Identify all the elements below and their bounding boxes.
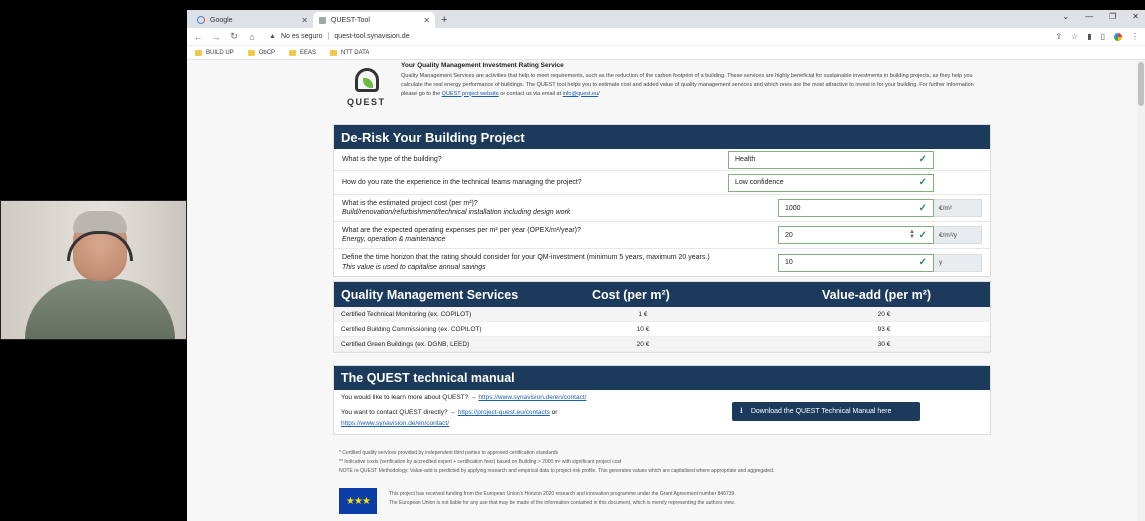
close-icon[interactable]: ✕ — [423, 15, 430, 25]
tab-label: QUEST-Tool — [331, 16, 370, 24]
manual-section — [333, 365, 991, 435]
extension-icon[interactable] — [1114, 33, 1122, 41]
bookmark-ntt-data[interactable] — [330, 50, 369, 56]
extensions-icon[interactable]: ▮ — [1087, 32, 1092, 41]
project-quest-contact-link[interactable]: https://project-quest.eu/contacts — [457, 409, 550, 416]
eu-line: The European Union is not liable for any use that may be made of the information contained in this document, which is merely representing the authors view. — [389, 500, 736, 506]
service-value: 20 € — [877, 310, 891, 318]
tab-search-icon[interactable]: ⌄ — [1062, 12, 1070, 21]
contact-line-2 — [341, 420, 449, 427]
restore-icon[interactable]: ❐ — [1109, 12, 1117, 21]
service-name: Certified Building Commissioning (ex. COPILOT) — [341, 325, 482, 333]
footnote: NOTE re QUEST Methodology: Value-add is predicted by applying research and empirical data to project risk profile. This generates values which are capitalised where appropriate and aggregated. — [339, 468, 775, 474]
learn-more-text: You would like to learn more about QUEST? → — [341, 394, 479, 401]
eu-flag-icon: ★★★ — [339, 488, 377, 514]
footnote: ** Indicative costs (verification by accredited expert + certification fees) based on Building > 2000 m² with significant project cost — [339, 459, 622, 465]
synavision-contact-link[interactable]: https://www.synavision.de/en/contact/ — [478, 394, 587, 401]
question-subtext: Energy, operation & maintenance — [342, 236, 446, 243]
bookmarks-bar — [187, 46, 1145, 60]
share-icon[interactable]: ⇪ — [1055, 32, 1063, 41]
new-tab-button[interactable]: + — [441, 14, 448, 26]
input-value: 10 — [785, 259, 793, 266]
address-bar[interactable] — [269, 33, 410, 40]
project-cost-input[interactable] — [778, 199, 934, 217]
header-cost: Cost (per m²) — [592, 287, 670, 302]
footnote: * Certified quality services provided by independent third parties to approved certification standards — [339, 450, 559, 456]
question-label: How do you rate the experience in the technical teams managing the project? — [342, 178, 582, 186]
intro-section — [333, 60, 991, 120]
question-time-horizon — [334, 249, 990, 276]
close-icon[interactable]: ✕ — [301, 15, 308, 25]
question-opex — [334, 222, 990, 249]
home-icon[interactable]: ⌂ — [249, 31, 255, 42]
check-icon: ✓ — [918, 229, 927, 241]
question-label — [342, 226, 778, 245]
folder-icon — [248, 50, 255, 56]
menu-icon[interactable]: ⋮ — [1131, 32, 1139, 41]
question-building-type — [334, 149, 990, 171]
back-icon[interactable]: ← — [193, 31, 203, 42]
question-team-experience — [334, 171, 990, 195]
question-label — [342, 199, 778, 218]
quest-page — [333, 60, 991, 518]
download-label: Download the QUEST Technical Manual here — [750, 408, 892, 415]
sidebar-icon[interactable]: ▯ — [1100, 32, 1105, 41]
minimize-icon[interactable]: — — [1085, 12, 1094, 21]
stepper-icon[interactable]: ▲ ▼ — [909, 229, 915, 240]
forward-icon[interactable]: → — [211, 31, 221, 42]
question-text: What is the estimated project cost (per m²)? — [342, 199, 478, 207]
security-label: No es seguro — [280, 33, 323, 40]
time-horizon-input[interactable] — [778, 254, 934, 272]
intro-text-part: / — [598, 90, 600, 97]
email-link[interactable]: info@quest.eu — [562, 90, 599, 97]
scrollbar[interactable] — [1137, 60, 1145, 521]
header-value-add: Value-add (per m²) — [822, 287, 932, 302]
service-name: Certified Green Buildings (ex. DGNB, LEED) — [341, 340, 470, 348]
building-type-select[interactable] — [728, 151, 934, 169]
browser-toolbar — [187, 28, 1145, 46]
unit-label: €/m²/y — [934, 226, 982, 244]
service-cost: 10 € — [636, 325, 650, 333]
check-icon: ✓ — [918, 154, 927, 165]
quest-favicon — [319, 17, 326, 24]
service-cost: 1 € — [638, 310, 648, 318]
tab-label: Google — [210, 16, 233, 24]
contact-line — [341, 409, 557, 416]
window-controls — [1062, 12, 1139, 21]
toolbar-actions — [1055, 32, 1139, 41]
experience-select[interactable] — [728, 174, 934, 192]
services-header — [334, 282, 990, 307]
table-row — [334, 307, 990, 322]
unit-label: €/m² — [934, 199, 982, 217]
service-cost: 20 € — [636, 340, 650, 348]
tab-quest-tool[interactable] — [313, 12, 435, 28]
table-row — [334, 337, 990, 352]
question-subtext: This value is used to capitalise annual savings — [342, 263, 486, 271]
star-icon[interactable]: ☆ — [1071, 32, 1079, 41]
service-name: Certified Technical Monitoring (ex. COPILOT) — [341, 310, 472, 318]
bookmark-label: BUILD UP — [206, 49, 234, 56]
footnotes — [333, 449, 991, 476]
question-label: What is the type of the building? — [342, 155, 442, 163]
url-text: quest-tool.synavision.de — [334, 33, 410, 40]
folder-icon — [330, 50, 337, 56]
divider: | — [327, 33, 330, 40]
warning-icon: ▲ — [269, 33, 276, 40]
check-icon: ✓ — [918, 257, 927, 268]
eu-text — [389, 490, 736, 508]
intro-text — [401, 72, 987, 98]
quest-website-link[interactable]: QUEST project website — [441, 90, 499, 97]
browser-window — [187, 10, 1145, 521]
question-label — [342, 253, 778, 272]
eu-line: This project has received funding from the European Union's Horizon 2020 research and innovation programme under the Grant Agreement number 846739. — [389, 491, 736, 497]
table-row — [334, 322, 990, 337]
service-value: 30 € — [877, 340, 891, 348]
eu-funding-notice — [333, 488, 991, 518]
bookmark-label: NTT DATA — [341, 49, 370, 56]
header-services: Quality Management Services — [341, 287, 519, 302]
manual-title: The QUEST technical manual — [334, 366, 990, 390]
folder-icon — [289, 50, 296, 56]
services-section — [333, 281, 991, 353]
derisk-title: De-Risk Your Building Project — [334, 125, 990, 149]
folder-icon — [195, 50, 202, 56]
select-value: Low confidence — [735, 179, 784, 186]
question-project-cost — [334, 195, 990, 222]
bookmark-label: ObCP — [258, 49, 276, 56]
bookmark-eeas[interactable] — [289, 50, 316, 56]
tab-bar — [187, 10, 1145, 28]
unit-label: y — [934, 254, 982, 272]
tab-google[interactable] — [191, 12, 313, 28]
question-text: Define the time horizon that the rating should consider for your QM-investment (minimum 5 years, maximum 20 years.) — [342, 254, 710, 261]
contact-text: You want to contact QUEST directly? → — [341, 409, 458, 416]
quest-logo — [341, 66, 391, 112]
select-value: Health — [735, 156, 756, 163]
page-viewport — [187, 60, 1145, 521]
contact-or-text: or — [549, 409, 558, 416]
download-icon: ⭳ — [740, 405, 743, 415]
opex-input[interactable] — [778, 226, 934, 244]
download-manual-button[interactable] — [732, 402, 920, 421]
manual-body — [334, 390, 990, 434]
intro-text-part: or contact us via email at — [498, 90, 563, 97]
learn-more-line — [341, 394, 586, 401]
close-window-icon[interactable]: ✕ — [1132, 12, 1139, 21]
reload-icon[interactable]: ↻ — [230, 31, 238, 41]
question-subtext: Build/renovation/refurbishment/technical installation including design work — [342, 209, 571, 216]
presenter-hair — [73, 211, 127, 233]
input-value: 20 — [785, 231, 793, 239]
intro-title: Your Quality Management Investment Rating Service — [401, 62, 564, 69]
intro-text-part: Quality Management Services are activities that help to meet requirements, such as the reduction of the carbon footprint of a building. These services are highly beneficial for sustainable investments in building projects, as they help you calculate the real energy performance of buildings. The QUEST tool helps you to estimate cost and added value of quality management services and which ones are the most attractive to invest in for your building. For further information please go to the — [401, 73, 974, 97]
logo-text: QUEST — [347, 97, 386, 107]
question-text: What are the expected operating expenses per m² per year (OPEX/m²/year)? — [342, 226, 581, 234]
check-icon: ✓ — [918, 202, 927, 214]
bookmark-obcp[interactable] — [248, 50, 275, 56]
check-icon: ✓ — [918, 177, 927, 188]
scrollbar-thumb[interactable] — [1138, 62, 1144, 106]
input-value: 1000 — [785, 204, 801, 212]
google-icon — [197, 16, 205, 24]
services-table — [334, 307, 990, 352]
derisk-section — [333, 124, 991, 277]
bookmark-label: EEAS — [300, 49, 317, 56]
webcam-feed — [0, 200, 187, 340]
service-value: 93 € — [877, 325, 891, 333]
synavision-contact-link-2[interactable]: https://www.synavision.de/en/contact/ — [341, 420, 450, 427]
bookmark-build-up[interactable] — [195, 50, 234, 56]
